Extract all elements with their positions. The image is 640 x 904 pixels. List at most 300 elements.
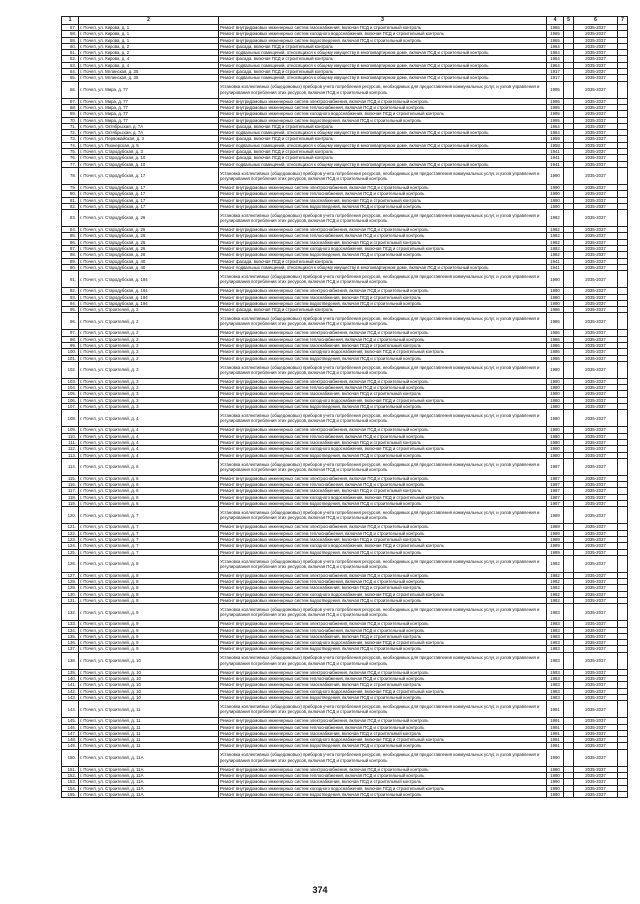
row-year: 1982	[547, 585, 564, 591]
row-number: 106.	[62, 397, 79, 403]
row-address: г. Почеп, ул. Строителей, д. 11А	[79, 773, 219, 779]
row-address: г. Почеп, ул. Строителей, д. 4	[79, 410, 219, 427]
row-year: 1990	[547, 288, 564, 294]
row-address: г. Почеп, ул. Строителей, д. 11А	[79, 766, 219, 772]
table-row	[62, 410, 628, 427]
row-period: 2035-2037	[574, 773, 618, 779]
row-year: 1964	[547, 123, 564, 129]
row-address: г. Почеп, ул. Стародубская, д. 26	[79, 210, 219, 227]
row-period: 2035-2037	[574, 75, 618, 81]
row-number: 109.	[62, 427, 79, 433]
row-period: 2035-2037	[574, 37, 618, 43]
row-period: 2035-2037	[574, 488, 618, 494]
row-year: 1980	[547, 446, 564, 452]
row-number: 100.	[62, 349, 79, 355]
row-address: г. Почеп, ул. Строителей, д. 8	[79, 572, 219, 578]
row-number: 150.	[62, 749, 79, 766]
row-number: 91.	[62, 271, 79, 288]
row-number: 117.	[62, 488, 79, 494]
row-col-7	[618, 410, 628, 427]
row-address: г. Почеп, ул. Мира, д. 77	[79, 104, 219, 110]
row-work-description: Ремонт внутридомовых инженерных систем электроснабжения, включая ПСД и строительный контроль	[219, 669, 547, 675]
table-row	[62, 313, 628, 330]
row-address: г. Почеп, ул. Пионерская, д. 5	[79, 142, 219, 148]
row-work-description: Ремонт внутридомовых инженерных систем теплоснабжения, включая ПСД и строительный контроль	[219, 191, 547, 197]
row-work-description: Ремонт внутридомовых инженерных систем водоотведения, включая ПСД и строительный контроль	[219, 743, 547, 749]
row-address: г. Почеп, ул. Стародубская, д. 194	[79, 294, 219, 300]
row-number: 121.	[62, 524, 79, 530]
row-period: 2035-2037	[574, 779, 618, 785]
row-work-description: Ремонт подвальных помещений, относящихся к общему имуществу в многоквартирном доме, включая ПСД и строительный контроль	[219, 62, 547, 68]
header-cell-7: 7	[618, 17, 628, 25]
row-address: г. Почеп, ул. Строителей, д. 11А	[79, 791, 219, 797]
row-work-description: Ремонт внутридомовых инженерных систем теплоснабжения, включая ПСД и строительный контроль	[219, 773, 547, 779]
row-col-5	[564, 701, 574, 718]
row-number: 97.	[62, 330, 79, 336]
row-work-description: Ремонт внутридомовых инженерных систем водоотведения, включая ПСД и строительный контроль	[219, 598, 547, 604]
row-work-description: Ремонт внутридомовых инженерных систем холодного водоснабжения, включая ПСД и строительный контроль	[219, 640, 547, 646]
row-work-description: Ремонт внутридомовых инженерных систем теплоснабжения, включая ПСД и строительный контроль	[219, 385, 547, 391]
row-year: 1991	[547, 718, 564, 724]
row-year: 1995	[547, 98, 564, 104]
row-number: 122.	[62, 530, 79, 536]
row-address: г. Почеп, ул. Стародубская, д. 26	[79, 227, 219, 233]
row-year: 1964	[547, 43, 564, 49]
row-address: г. Почеп, ул. Строителей, д. 10	[79, 694, 219, 700]
row-number: 140.	[62, 676, 79, 682]
row-number: 115.	[62, 475, 79, 481]
row-year: 1986	[547, 330, 564, 336]
row-address: г. Почеп, ул. Строителей, д. 10	[79, 652, 219, 669]
row-period: 2035-2037	[574, 433, 618, 439]
row-address: г. Почеп, ул. Строителей, д. 11	[79, 701, 219, 718]
row-year: 1991	[547, 737, 564, 743]
row-period: 2035-2037	[574, 161, 618, 167]
row-year: 1995	[547, 111, 564, 117]
row-number: 58.	[62, 31, 79, 37]
row-number: 148.	[62, 737, 79, 743]
row-year: 1965	[547, 25, 564, 31]
table-row	[62, 652, 628, 669]
row-year: 1990	[547, 773, 564, 779]
row-period: 2035-2037	[574, 43, 618, 49]
row-year: 1983	[547, 604, 564, 621]
row-number: 131.	[62, 598, 79, 604]
row-work-description: Ремонт внутридомовых инженерных систем электроснабжения, включая ПСД и строительный контроль	[219, 427, 547, 433]
row-number: 108.	[62, 410, 79, 427]
row-work-description: Ремонт подвальных помещений, относящихся к общему имуществу в многоквартирном доме, включая ПСД и строительный контроль	[219, 264, 547, 270]
row-year: 1980	[547, 433, 564, 439]
row-col-7	[618, 652, 628, 669]
row-address: г. Почеп, ул. Строителей, д. 3	[79, 397, 219, 403]
row-year: 1986	[547, 342, 564, 348]
row-year: 1983	[547, 640, 564, 646]
row-work-description: Ремонт внутридомовых инженерных систем холодного водоснабжения, включая ПСД и строительный контроль	[219, 737, 547, 743]
row-address: г. Почеп, ул. Стародубская, д. 10	[79, 161, 219, 167]
row-year: 1964	[547, 50, 564, 56]
row-work-description: Ремонт внутридомовых инженерных систем газоснабжения, включая ПСД и строительный контроль	[219, 730, 547, 736]
row-address: г. Почеп, ул. Стародубская, д. 10	[79, 155, 219, 161]
row-year: 1917	[547, 75, 564, 81]
row-period: 2035-2037	[574, 155, 618, 161]
row-address: г. Почеп, ул. Стародубская, д. 17	[79, 184, 219, 190]
row-period: 2035-2037	[574, 252, 618, 258]
row-work-description: Ремонт фасада, включая ПСД и строительный контроль	[219, 123, 547, 129]
row-number: 84.	[62, 227, 79, 233]
row-address: г. Почеп, ул. Мира, д. 77	[79, 117, 219, 123]
row-work-description: Ремонт внутридомовых инженерных систем холодного водоснабжения, включая ПСД и строительный контроль	[219, 246, 547, 252]
row-number: 114.	[62, 458, 79, 475]
row-period: 2035-2037	[574, 397, 618, 403]
table-row	[62, 791, 628, 797]
row-address: г. Почеп, ул. Кирова, д. 1	[79, 37, 219, 43]
row-address: г. Почеп, ул. Строителей, д. 8	[79, 555, 219, 572]
row-year: 1987	[547, 475, 564, 481]
row-year: 1980	[547, 410, 564, 427]
table-body	[62, 25, 628, 798]
row-work-description: Ремонт внутридомовых инженерных систем электроснабжения, включая ПСД и строительный контроль	[219, 227, 547, 233]
row-work-description: Ремонт внутридомовых инженерных систем электроснабжения, включая ПСД и строительный контроль	[219, 524, 547, 530]
row-col-7	[618, 81, 628, 98]
row-address: г. Почеп, ул. Строителей, д. 11	[79, 724, 219, 730]
row-year: 1964	[547, 62, 564, 68]
row-address: г. Почеп, ул. Строителей, д. 9	[79, 633, 219, 639]
row-number: 76.	[62, 155, 79, 161]
row-period: 2035-2037	[574, 184, 618, 190]
row-address: г. Почеп, ул. Кирова, д. 2	[79, 50, 219, 56]
row-period: 2035-2037	[574, 98, 618, 104]
row-period: 2035-2037	[574, 452, 618, 458]
row-address: г. Почеп, ул. Строителей, д. 10	[79, 682, 219, 688]
row-address: г. Почеп, ул. Строителей, д. 9	[79, 640, 219, 646]
row-year: 1980	[547, 378, 564, 384]
row-period: 2035-2037	[574, 524, 618, 530]
row-year: 1982	[547, 572, 564, 578]
row-year: 1991	[547, 724, 564, 730]
row-period: 2035-2037	[574, 572, 618, 578]
row-work-description: Ремонт внутридомовых инженерных систем теплоснабжения, включая ПСД и строительный контроль	[219, 627, 547, 633]
row-period: 2035-2037	[574, 427, 618, 433]
row-work-description: Ремонт внутридомовых инженерных систем теплоснабжения, включая ПСД и строительный контроль	[219, 724, 547, 730]
row-address: г. Почеп, ул. Строителей, д. 9	[79, 604, 219, 621]
row-year: 1982	[547, 227, 564, 233]
row-work-description: Ремонт внутридомовых инженерных систем водоотведения, включая ПСД и строительный контроль	[219, 117, 547, 123]
row-number: 60.	[62, 43, 79, 49]
row-address: г. Почеп, ул. Кирова, д. 2	[79, 43, 219, 49]
row-col-5	[564, 167, 574, 184]
row-number: 92.	[62, 288, 79, 294]
row-period: 2035-2037	[574, 701, 618, 718]
row-work-description: Ремонт внутридомовых инженерных систем газоснабжения, включая ПСД и строительный контроль	[219, 633, 547, 639]
row-work-description: Установка коллективных (общедомовых) приборов учета потребления ресурсов, необходимых для предоставления коммунальных услуг, и узлов управления и регулирования потребления этих ресурсов, включая ПСД и строительный контроль	[219, 458, 547, 475]
row-address: г. Почеп, ул. Октябрьская, д. 7А	[79, 130, 219, 136]
row-work-description: Ремонт внутридомовых инженерных систем холодного водоснабжения, включая ПСД и строительный контроль	[219, 111, 547, 117]
row-year: 1990	[547, 271, 564, 288]
row-period: 2035-2037	[574, 688, 618, 694]
works-table	[61, 16, 628, 798]
row-number: 61.	[62, 50, 79, 56]
row-work-description: Ремонт внутридомовых инженерных систем холодного водоснабжения, включая ПСД и строительный контроль	[219, 349, 547, 355]
row-number: 110.	[62, 433, 79, 439]
row-col-5	[564, 81, 574, 98]
row-number: 118.	[62, 494, 79, 500]
row-work-description: Ремонт внутридомовых инженерных систем водоотведения, включая ПСД и строительный контроль	[219, 37, 547, 43]
row-address: г. Почеп, ул. Строителей, д. 7	[79, 530, 219, 536]
row-col-7	[618, 555, 628, 572]
row-year: 1990	[547, 791, 564, 797]
row-address: г. Почеп, ул. Строителей, д. 3	[79, 361, 219, 378]
row-year: 1983	[547, 669, 564, 675]
table-row	[62, 507, 628, 524]
row-work-description: Ремонт фасада, включая ПСД и строительный контроль	[219, 149, 547, 155]
row-period: 2035-2037	[574, 494, 618, 500]
row-work-description: Установка коллективных (общедомовых) приборов учета потребления ресурсов, необходимых для предоставления коммунальных услуг, и узлов управления и регулирования потребления этих ресурсов, включая ПСД и строительный контроль	[219, 604, 547, 621]
row-period: 2035-2037	[574, 191, 618, 197]
row-work-description: Установка коллективных (общедомовых) приборов учета потребления ресурсов, необходимых для предоставления коммунальных услуг, и узлов управления и регулирования потребления этих ресурсов, включая ПСД и строительный контроль	[219, 652, 547, 669]
row-address: г. Почеп, ул. Кирова, д. 1	[79, 25, 219, 31]
row-address: г. Почеп, ул. Строителей, д. 8	[79, 598, 219, 604]
row-period: 2035-2037	[574, 294, 618, 300]
row-work-description: Ремонт внутридомовых инженерных систем газоснабжения, включая ПСД и строительный контроль	[219, 585, 547, 591]
row-work-description: Ремонт внутридомовых инженерных систем теплоснабжения, включая ПСД и строительный контроль	[219, 433, 547, 439]
table-row	[62, 210, 628, 227]
row-year: 1980	[547, 452, 564, 458]
row-number: 104.	[62, 385, 79, 391]
row-period: 2035-2037	[574, 342, 618, 348]
header-row	[62, 17, 628, 25]
row-year: 1989	[547, 543, 564, 549]
row-period: 2035-2037	[574, 737, 618, 743]
row-number: 74.	[62, 142, 79, 148]
row-address: г. Почеп, ул. Строителей, д. 11	[79, 743, 219, 749]
row-year: 1986	[547, 307, 564, 313]
row-number: 146.	[62, 724, 79, 730]
row-address: г. Почеп, ул. Первомайская, д. 3	[79, 136, 219, 142]
row-work-description: Ремонт внутридомовых инженерных систем водоотведения, включая ПСД и строительный контроль	[219, 355, 547, 361]
row-period: 2035-2037	[574, 227, 618, 233]
row-number: 69.	[62, 111, 79, 117]
row-address: г. Почеп, ул. Строителей, д. 11А	[79, 785, 219, 791]
row-work-description: Ремонт внутридомовых инженерных систем теплоснабжения, включая ПСД и строительный контроль	[219, 579, 547, 585]
row-address: г. Почеп, ул. Строителей, д. 4	[79, 446, 219, 452]
document-sheet	[61, 16, 627, 798]
row-work-description: Ремонт внутридомовых инженерных систем газоснабжения, включая ПСД и строительный контроль	[219, 391, 547, 397]
row-work-description: Ремонт внутридомовых инженерных систем водоотведения, включая ПСД и строительный контроль	[219, 646, 547, 652]
row-period: 2035-2037	[574, 210, 618, 227]
row-address: г. Почеп, ул. Мглинская, д. 35	[79, 75, 219, 81]
row-work-description: Ремонт внутридомовых инженерных систем холодного водоснабжения, включая ПСД и строительный контроль	[219, 446, 547, 452]
row-period: 2035-2037	[574, 633, 618, 639]
row-number: 81.	[62, 197, 79, 203]
row-number: 93.	[62, 294, 79, 300]
row-year: 1983	[547, 652, 564, 669]
row-period: 2035-2037	[574, 591, 618, 597]
row-number: 79.	[62, 184, 79, 190]
row-period: 2035-2037	[574, 536, 618, 542]
header-cell-2: 2	[79, 17, 219, 25]
row-address: г. Почеп, ул. Стародубская, д. 26	[79, 233, 219, 239]
row-year: 1980	[547, 385, 564, 391]
row-year: 1987	[547, 482, 564, 488]
row-period: 2035-2037	[574, 785, 618, 791]
row-work-description: Установка коллективных (общедомовых) приборов учета потребления ресурсов, необходимых для предоставления коммунальных услуг, и узлов управления и регулирования потребления этих ресурсов, включая ПСД и строительный контроль	[219, 210, 547, 227]
row-period: 2035-2037	[574, 288, 618, 294]
row-address: г. Почеп, ул. Октябрьская, д. 7А	[79, 123, 219, 129]
row-year: 1990	[547, 294, 564, 300]
row-year: 1941	[547, 161, 564, 167]
row-number: 78.	[62, 167, 79, 184]
row-period: 2035-2037	[574, 31, 618, 37]
row-address: г. Почеп, ул. Стародубская, д. 40	[79, 264, 219, 270]
row-number: 142.	[62, 688, 79, 694]
row-work-description: Ремонт фасада, включая ПСД и строительный контроль	[219, 307, 547, 313]
row-address: г. Почеп, ул. Строителей, д. 9	[79, 646, 219, 652]
row-work-description: Ремонт внутридомовых инженерных систем электроснабжения, включая ПСД и строительный контроль	[219, 330, 547, 336]
row-period: 2035-2037	[574, 56, 618, 62]
row-address: г. Почеп, ул. Строителей, д. 6	[79, 458, 219, 475]
row-period: 2035-2037	[574, 203, 618, 209]
row-work-description: Ремонт внутридомовых инженерных систем водоотведения, включая ПСД и строительный контроль	[219, 452, 547, 458]
row-number: 77.	[62, 161, 79, 167]
row-period: 2035-2037	[574, 391, 618, 397]
row-year: 1991	[547, 701, 564, 718]
row-year: 1982	[547, 233, 564, 239]
row-period: 2035-2037	[574, 404, 618, 410]
row-number: 138.	[62, 652, 79, 669]
row-number: 141.	[62, 682, 79, 688]
row-number: 137.	[62, 646, 79, 652]
row-period: 2035-2037	[574, 446, 618, 452]
row-number: 86.	[62, 239, 79, 245]
row-work-description: Ремонт внутридомовых инженерных систем газоснабжения, включая ПСД и строительный контроль	[219, 439, 547, 445]
row-period: 2035-2037	[574, 718, 618, 724]
row-year: 1983	[547, 646, 564, 652]
row-period: 2035-2037	[574, 598, 618, 604]
row-work-description: Ремонт фасада, включая ПСД и строительный контроль	[219, 43, 547, 49]
row-number: 119.	[62, 501, 79, 507]
table-row	[62, 555, 628, 572]
row-period: 2035-2037	[574, 724, 618, 730]
row-address: г. Почеп, ул. Строителей, д. 7	[79, 549, 219, 555]
row-work-description: Ремонт внутридомовых инженерных систем водоотведения, включая ПСД и строительный контроль	[219, 300, 547, 306]
row-work-description: Ремонт внутридомовых инженерных систем холодного водоснабжения, включая ПСД и строительный контроль	[219, 494, 547, 500]
row-number: 124.	[62, 543, 79, 549]
row-address: г. Почеп, ул. Строителей, д. 2	[79, 349, 219, 355]
row-address: г. Почеп, ул. Кирова, д. 1	[79, 31, 219, 37]
row-work-description: Ремонт внутридомовых инженерных систем холодного водоснабжения, включая ПСД и строительный контроль	[219, 543, 547, 549]
row-work-description: Ремонт внутридомовых инженерных систем электроснабжения, включая ПСД и строительный контроль	[219, 378, 547, 384]
row-period: 2035-2037	[574, 271, 618, 288]
row-address: г. Почеп, ул. Мира, д. 77	[79, 81, 219, 98]
row-address: г. Почеп, ул. Стародубская, д. 26	[79, 252, 219, 258]
row-number: 145.	[62, 718, 79, 724]
table-row	[62, 167, 628, 184]
row-year: 1989	[547, 536, 564, 542]
row-address: г. Почеп, ул. Строителей, д. 3	[79, 378, 219, 384]
row-address: г. Почеп, ул. Строителей, д. 6	[79, 488, 219, 494]
row-period: 2035-2037	[574, 25, 618, 31]
row-period: 2035-2037	[574, 62, 618, 68]
row-number: 133.	[62, 621, 79, 627]
row-year: 1980	[547, 361, 564, 378]
row-address: г. Почеп, ул. Строителей, д. 11	[79, 737, 219, 743]
row-period: 2035-2037	[574, 264, 618, 270]
row-work-description: Установка коллективных (общедомовых) приборов учета потребления ресурсов, необходимых для предоставления коммунальных услуг, и узлов управления и регулирования потребления этих ресурсов, включая ПСД и строительный контроль	[219, 271, 547, 288]
row-year: 1987	[547, 501, 564, 507]
row-year: 1965	[547, 31, 564, 37]
row-address: г. Почеп, ул. Строителей, д. 2	[79, 336, 219, 342]
row-number: 134.	[62, 627, 79, 633]
row-period: 2035-2037	[574, 167, 618, 184]
row-period: 2035-2037	[574, 361, 618, 378]
row-col-7	[618, 361, 628, 378]
row-work-description: Ремонт внутридомовых инженерных систем водоотведения, включая ПСД и строительный контроль	[219, 791, 547, 797]
row-work-description: Ремонт фасада, включая ПСД и строительный контроль	[219, 258, 547, 264]
row-work-description: Ремонт внутридомовых инженерных систем газоснабжения, включая ПСД и строительный контроль	[219, 536, 547, 542]
row-year: 1990	[547, 766, 564, 772]
row-work-description: Ремонт внутридомовых инженерных систем холодного водоснабжения, включая ПСД и строительный контроль	[219, 397, 547, 403]
row-period: 2035-2037	[574, 501, 618, 507]
row-address: г. Почеп, ул. Стародубская, д. 17	[79, 203, 219, 209]
row-year: 1980	[547, 397, 564, 403]
row-work-description: Ремонт внутридомовых инженерных систем водоотведения, включая ПСД и строительный контроль	[219, 549, 547, 555]
row-year: 1986	[547, 355, 564, 361]
row-period: 2035-2037	[574, 81, 618, 98]
row-year: 1990	[547, 191, 564, 197]
row-work-description: Ремонт внутридомовых инженерных систем холодного водоснабжения, включая ПСД и строительный контроль	[219, 688, 547, 694]
row-period: 2035-2037	[574, 652, 618, 669]
row-address: г. Почеп, ул. Стародубская, д. 194	[79, 271, 219, 288]
row-year: 1941	[547, 155, 564, 161]
row-work-description: Ремонт внутридомовых инженерных систем газоснабжения, включая ПСД и строительный контроль	[219, 779, 547, 785]
row-address: г. Почеп, ул. Строителей, д. 10	[79, 669, 219, 675]
row-number: 94.	[62, 300, 79, 306]
row-number: 89.	[62, 258, 79, 264]
row-address: г. Почеп, ул. Стародубская, д. 17	[79, 191, 219, 197]
row-year: 1964	[547, 56, 564, 62]
row-period: 2035-2037	[574, 646, 618, 652]
row-period: 2035-2037	[574, 627, 618, 633]
row-period: 2035-2037	[574, 749, 618, 766]
row-number: 116.	[62, 482, 79, 488]
row-period: 2035-2037	[574, 543, 618, 549]
row-year: 1995	[547, 117, 564, 123]
row-address: г. Почеп, ул. Кирова, д. 4	[79, 56, 219, 62]
row-number: 120.	[62, 507, 79, 524]
row-col-5	[564, 210, 574, 227]
row-col-5	[564, 410, 574, 427]
row-period: 2035-2037	[574, 669, 618, 675]
row-work-description: Ремонт внутридомовых инженерных систем водоотведения, включая ПСД и строительный контроль	[219, 404, 547, 410]
row-number: 64.	[62, 69, 79, 75]
row-number: 105.	[62, 391, 79, 397]
row-period: 2035-2037	[574, 239, 618, 245]
row-address: г. Почеп, ул. Строителей, д. 9	[79, 627, 219, 633]
row-year: 1959	[547, 136, 564, 142]
row-period: 2035-2037	[574, 676, 618, 682]
row-year: 1990	[547, 785, 564, 791]
row-work-description: Ремонт внутридомовых инженерных систем электроснабжения, включая ПСД и строительный контроль	[219, 572, 547, 578]
table-row	[62, 81, 628, 98]
row-period: 2035-2037	[574, 385, 618, 391]
row-period: 2035-2037	[574, 743, 618, 749]
row-col-5	[564, 458, 574, 475]
row-address: г. Почеп, ул. Мира, д. 77	[79, 111, 219, 117]
row-address: г. Почеп, ул. Кирова, д. 4	[79, 62, 219, 68]
row-work-description: Ремонт внутридомовых инженерных систем электроснабжения, включая ПСД и строительный контроль	[219, 766, 547, 772]
row-address: г. Почеп, ул. Строителей, д. 2	[79, 313, 219, 330]
page-number: 374	[312, 885, 328, 895]
